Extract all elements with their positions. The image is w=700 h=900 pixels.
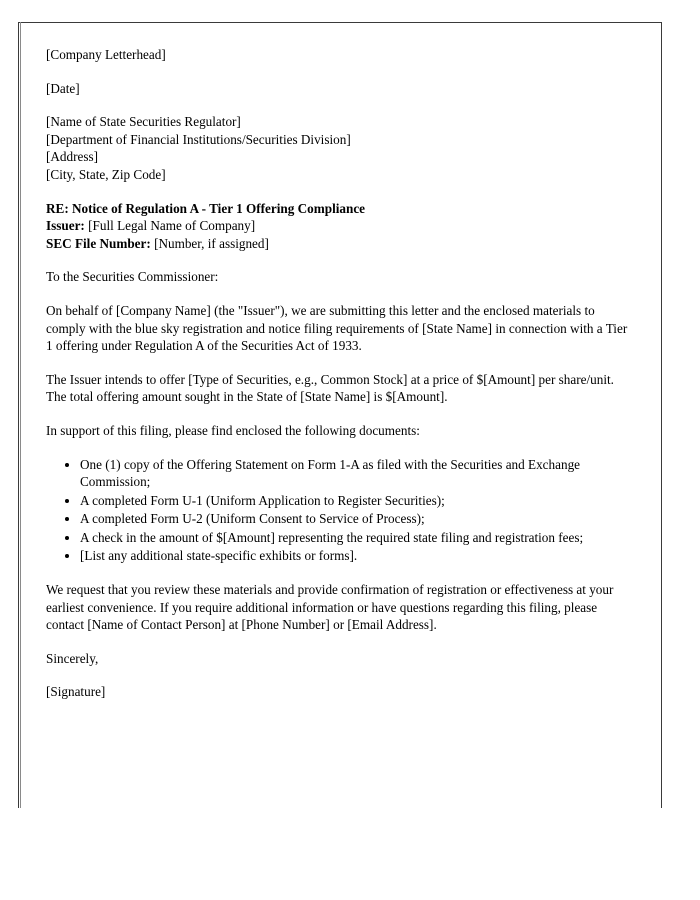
sec-file-number-label: SEC File Number: <box>46 235 151 251</box>
document-inner-left-rule <box>20 22 21 808</box>
closing-paragraph: We request that you review these materials and provide confirmation of registration or effectiveness at your earliest convenience. If you require additional information or have questions regarding this filing, please contact [Name of Contact Person] at [Phone Number] or [Email Address]. <box>46 582 614 633</box>
salutation-text: To the Securities Commissioner: <box>46 269 219 285</box>
letter-body <box>46 46 631 717</box>
body-paragraph-1: On behalf of [Company Name] (the "Issuer"), we are submitting this letter and the enclosed materials to comply with the blue sky registration and notice filing requirements of [State Name] in connection with a Tier 1 offering under Regulation A of the Securities Act of 1933. <box>46 302 628 354</box>
re-line: RE: Notice of Regulation A - Tier 1 Offering Compliance <box>46 200 366 216</box>
body-paragraph-2: The Issuer intends to offer [Type of Securities, e.g., Common Stock] at a price of $[Amount] per share/unit. The total offering amount sought in the State of [State Name] is $[Amount]. <box>46 371 614 405</box>
letterhead-text: [Company Letterhead] <box>46 47 166 62</box>
list-item: • One (1) copy of the Offering Statement on Form 1-A as filed with the Securities and Exchange Commission; <box>80 456 631 491</box>
list-item: • A completed Form U-2 (Uniform Consent to Service of Process); <box>80 510 631 528</box>
issuer-line <box>46 217 631 235</box>
subject-block <box>46 200 631 253</box>
salutation-block <box>46 268 631 286</box>
sec-file-number-line <box>46 235 631 253</box>
sec-file-number-value: [Number, if assigned] <box>154 235 269 251</box>
signature-placeholder: [Signature] <box>46 684 106 700</box>
issuer-value: [Full Legal Name of Company] <box>88 218 256 234</box>
signature-block <box>46 683 631 701</box>
list-item: • [List any additional state-specific exhibits or forms]. <box>80 547 631 565</box>
date-text: [Date] <box>46 80 80 96</box>
sign-off-text: Sincerely, <box>46 650 99 666</box>
letterhead-block <box>46 46 631 64</box>
recipient-line-1: [Name of State Securities Regulator] <box>46 114 241 130</box>
recipient-address-block <box>46 113 631 183</box>
sign-off-block <box>46 650 631 668</box>
list-item: • A completed Form U-1 (Uniform Application to Register Securities); <box>80 492 631 510</box>
enclosures-list <box>46 456 631 566</box>
list-item: • A check in the amount of $[Amount] representing the required state filing and registration fees; <box>80 529 631 547</box>
recipient-line-3: [Address] <box>46 149 99 165</box>
body-paragraph-3: In support of this filing, please find enclosed the following documents: <box>46 422 420 438</box>
issuer-label: Issuer: <box>46 218 85 234</box>
recipient-line-4: [City, State, Zip Code] <box>46 166 166 182</box>
date-block <box>46 80 631 98</box>
recipient-line-2: [Department of Financial Institutions/Securities Division] <box>46 131 351 147</box>
